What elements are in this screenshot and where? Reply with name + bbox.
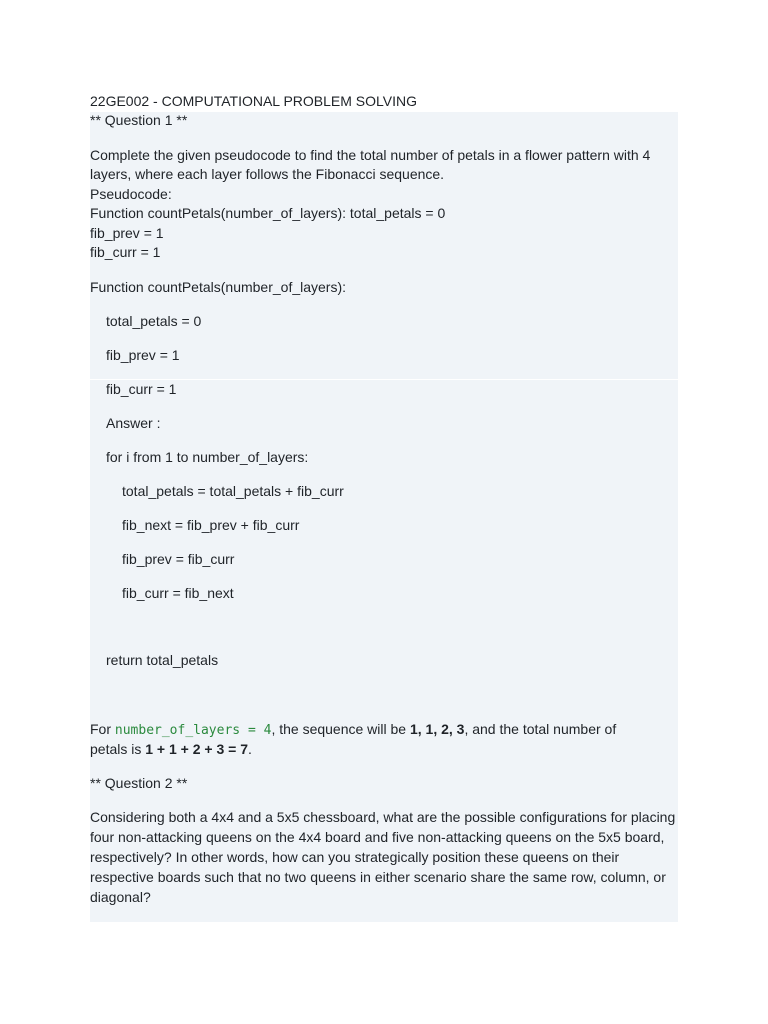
sum-expression: 1 + 1 + 2 + 3 = 7 <box>145 741 249 757</box>
code-line-function: Function countPetals(number_of_layers): <box>90 279 347 295</box>
pseudo-line: Function countPetals(number_of_layers): total_petals = 0 <box>90 205 446 221</box>
pseudo-line: fib_curr = 1 <box>90 244 161 260</box>
question-2-prompt: Considering both a 4x4 and a 5x5 chessboard, what are the possible configurations for placing four non-attacking queens on the 4x4 board and five non-attacking queens on the 5x5 board, respectively? In other words, how can you strategically position these queens on their respective boards such that no two queens in either scenario share the same row, column, or diagonal? <box>90 809 676 905</box>
code-line: fib_curr = 1 <box>106 381 177 397</box>
code-line: fib_prev = 1 <box>106 347 180 363</box>
sequence-values: 1, 1, 2, 3 <box>409 721 465 737</box>
document-title: 22GE002 - COMPUTATIONAL PROBLEM SOLVING <box>90 93 418 109</box>
question-1-prompt-line-2: layers, where each layer follows the Fibonacci sequence. <box>90 166 445 182</box>
answer-line-2: petals is 1 + 1 + 2 + 3 = 7. <box>90 741 252 757</box>
code-line: fib_next = fib_prev + fib_curr <box>122 517 300 533</box>
answer-line-1: For number_of_layers = 4, the sequence will be 1, 1, 2, 3, and the total number of <box>90 721 617 738</box>
pseudocode-label: Pseudocode: <box>90 186 172 202</box>
panel-divider <box>90 379 678 380</box>
code-line-return: return total_petals <box>106 652 219 668</box>
answer-label: Answer : <box>106 415 161 431</box>
inline-code: number_of_layers = 4 <box>114 723 272 738</box>
code-line: total_petals = total_petals + fib_curr <box>122 483 344 499</box>
code-line: fib_prev = fib_curr <box>122 551 235 567</box>
question-1-prompt-line-1: Complete the given pseudocode to find the total number of petals in a flower pattern with 4 <box>90 147 651 163</box>
question-1-header: ** Question 1 ** <box>90 112 188 128</box>
code-line-loop: for i from 1 to number_of_layers: <box>106 449 309 465</box>
pseudo-line: fib_prev = 1 <box>90 225 164 241</box>
code-line: fib_curr = fib_next <box>122 585 234 601</box>
question-2-header: ** Question 2 ** <box>90 775 188 791</box>
code-line: total_petals = 0 <box>106 313 202 329</box>
